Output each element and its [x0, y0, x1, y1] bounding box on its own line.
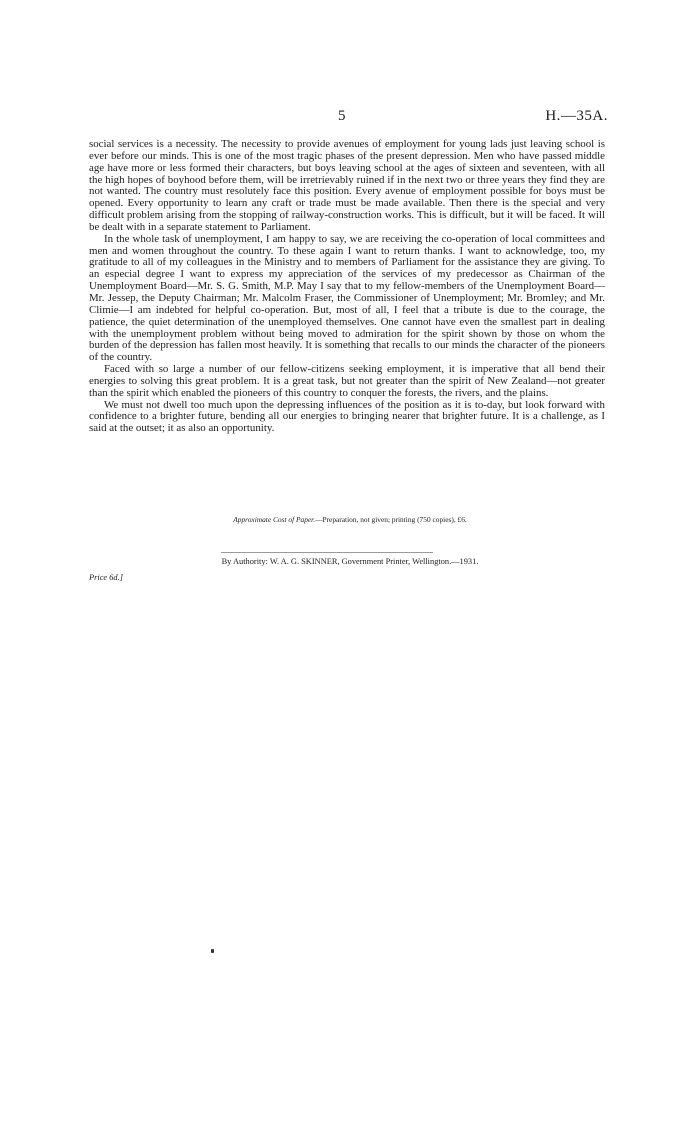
document-reference: H.—35A. [545, 108, 608, 124]
paragraph-cooperation: In the whole task of unemployment, I am happy to say, we are receiving the co-operation of local committees and men and women throughout the country. To these again I want to return thanks. I want to acknowledge, too, my gratitude to all of my colleagues in the Ministry and to members of Parliament for the assistance they are giving. To an especial degree I want to express my appreciation of the services of my predecessor as Chairman of the Unemployment Board—Mr. S. G. Smith, M.P. May I say that to my fellow-members of the Unemployment Board—Mr. Jessep, the Deputy Chairman; Mr. Malcolm Fraser, the Commissioner of Unemployment; Mr. Bromley; and Mr. Climie—I am indebted for helpful co-operation. But, most of all, I feel that a tribute is due to the courage, the patience, the quiet determination of the unemployed themselves. One cannot have even the smallest part in dealing with the unemployment problem without being moved to admiration for the spirit shown by those on whom the burden of the depression has fallen most heavily. It is something that recalls to our minds the character of the pioneers of the country. [89, 232, 605, 364]
cost-label: Approximate Cost of Paper. [233, 515, 316, 524]
body-text [89, 139, 605, 435]
paragraph-great-problem: Faced with so large a number of our fellow-citizens seeking employment, it is imperative that all bend their energies to solving this great problem. It is a great task, but not greater than the spirit of New Zealand—not greater than the spirit which enabled the pioneers of this country to conquer the forests, the rivers, and the plains. [89, 363, 605, 399]
price-note: Price 6d.] [89, 573, 123, 582]
stray-ink-mark [211, 949, 214, 953]
cost-detail: —Preparation, not given; printing (750 copies), £6. [315, 515, 467, 524]
footer-divider [221, 552, 433, 553]
printer-authority: By Authority: W. A. G. SKINNER, Government Printer, Wellington.—1931. [221, 557, 479, 566]
paragraph-brighter-future: We must not dwell too much upon the depressing influences of the position as it is to-day, but look forward with confidence to a brighter future, bending all our energies to bringing nearer that brighter future. It is a challenge, as I said at the outset; it as also an opportunity. [89, 398, 605, 435]
paragraph-continuation: social services is a necessity. The necessity to provide avenues of employment for young lads just leaving school is ever before our minds. This is one of the most tragic phases of the present depression. Men who have passed middle age have more or less formed their characters, but boys leaving school at the ages of sixteen and seventeen, with all the high hopes of boyhood before them, will be irretrievably ruined if in the next two or three years they find they are not wanted. The country must resolutely face this position. Every avenue of employment possible for boys must be opened. Every opportunity to learn any craft or trade must be made available. Then there is the special and very difficult problem arising from the stopping of railway-construction works. This is difficult, but it will be faced. It will be dealt with in a separate statement to Parliament. [89, 138, 605, 233]
cost-of-paper-note [0, 515, 700, 524]
page-number: 5 [338, 108, 346, 124]
